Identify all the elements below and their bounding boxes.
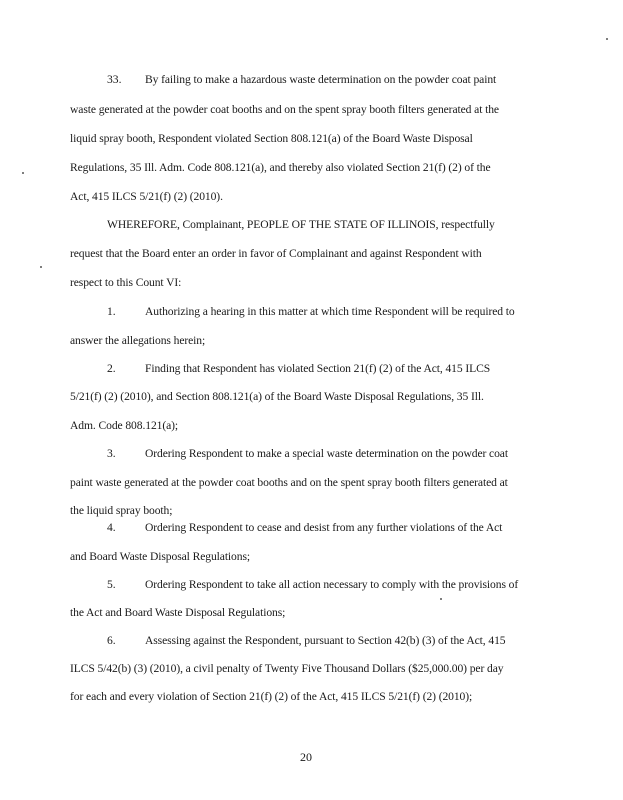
text-line: ILCS 5/42(b) (3) (2010), a civil penalty of Twenty Five Thousand Dollars ($25,000.00) per day xyxy=(70,662,504,675)
text-line: the Act and Board Waste Disposal Regulations; xyxy=(70,606,286,619)
text-line: Regulations, 35 Ill. Adm. Code 808.121(a), and thereby also violated Section 21(f) (2) of the xyxy=(70,161,491,174)
text-line: Ordering Respondent to make a special waste determination on the powder coat xyxy=(145,447,508,460)
item-number: 5. xyxy=(107,578,116,591)
scan-speck xyxy=(440,598,442,600)
text-line: request that the Board enter an order in favor of Complainant and against Respondent with xyxy=(70,247,482,260)
text-line: the liquid spray booth; xyxy=(70,504,173,517)
text-line: Authorizing a hearing in this matter at which time Respondent will be required to xyxy=(145,305,515,318)
text-line: for each and every violation of Section 21(f) (2) of the Act, 415 ILCS 5/21(f) (2) (2010); xyxy=(70,690,473,703)
text-line: waste generated at the powder coat booths and on the spent spray booth filters generated at the xyxy=(70,103,499,116)
item-number: 4. xyxy=(107,521,116,534)
text-line: Act, 415 ILCS 5/21(f) (2) (2010). xyxy=(70,190,223,203)
text-line: Assessing against the Respondent, pursuant to Section 42(b) (3) of the Act, 415 xyxy=(145,634,506,647)
text-line: respect to this Count VI: xyxy=(70,276,182,289)
text-line: paint waste generated at the powder coat booths and on the spent spray booth filters generated at xyxy=(70,476,508,489)
item-number: 6. xyxy=(107,634,116,647)
scan-speck xyxy=(22,172,24,174)
text-line: By failing to make a hazardous waste determination on the powder coat paint xyxy=(145,73,497,86)
text-line: 5/21(f) (2) (2010), and Section 808.121(a) of the Board Waste Disposal Regulations, 35 Ill. xyxy=(70,390,484,403)
text-line: Ordering Respondent to take all action necessary to comply with the provisions of xyxy=(145,578,519,591)
scan-speck xyxy=(606,38,608,40)
text-line: answer the allegations herein; xyxy=(70,334,206,347)
text-line: Adm. Code 808.121(a); xyxy=(70,419,179,432)
text-line: Ordering Respondent to cease and desist from any further violations of the Act xyxy=(145,521,503,534)
page-number: 20 xyxy=(300,750,312,764)
text-line: WHEREFORE, Complainant, PEOPLE OF THE STATE OF ILLINOIS, respectfully xyxy=(107,218,495,231)
paragraph-number: 33. xyxy=(107,73,122,86)
text-line: Finding that Respondent has violated Section 21(f) (2) of the Act, 415 ILCS xyxy=(145,362,491,375)
item-number: 2. xyxy=(107,362,116,375)
text-line: liquid spray booth, Respondent violated Section 808.121(a) of the Board Waste Disposal xyxy=(70,132,473,145)
item-number: 3. xyxy=(107,447,116,460)
text-line: and Board Waste Disposal Regulations; xyxy=(70,550,250,563)
item-number: 1. xyxy=(107,305,116,318)
scan-speck xyxy=(40,266,42,268)
